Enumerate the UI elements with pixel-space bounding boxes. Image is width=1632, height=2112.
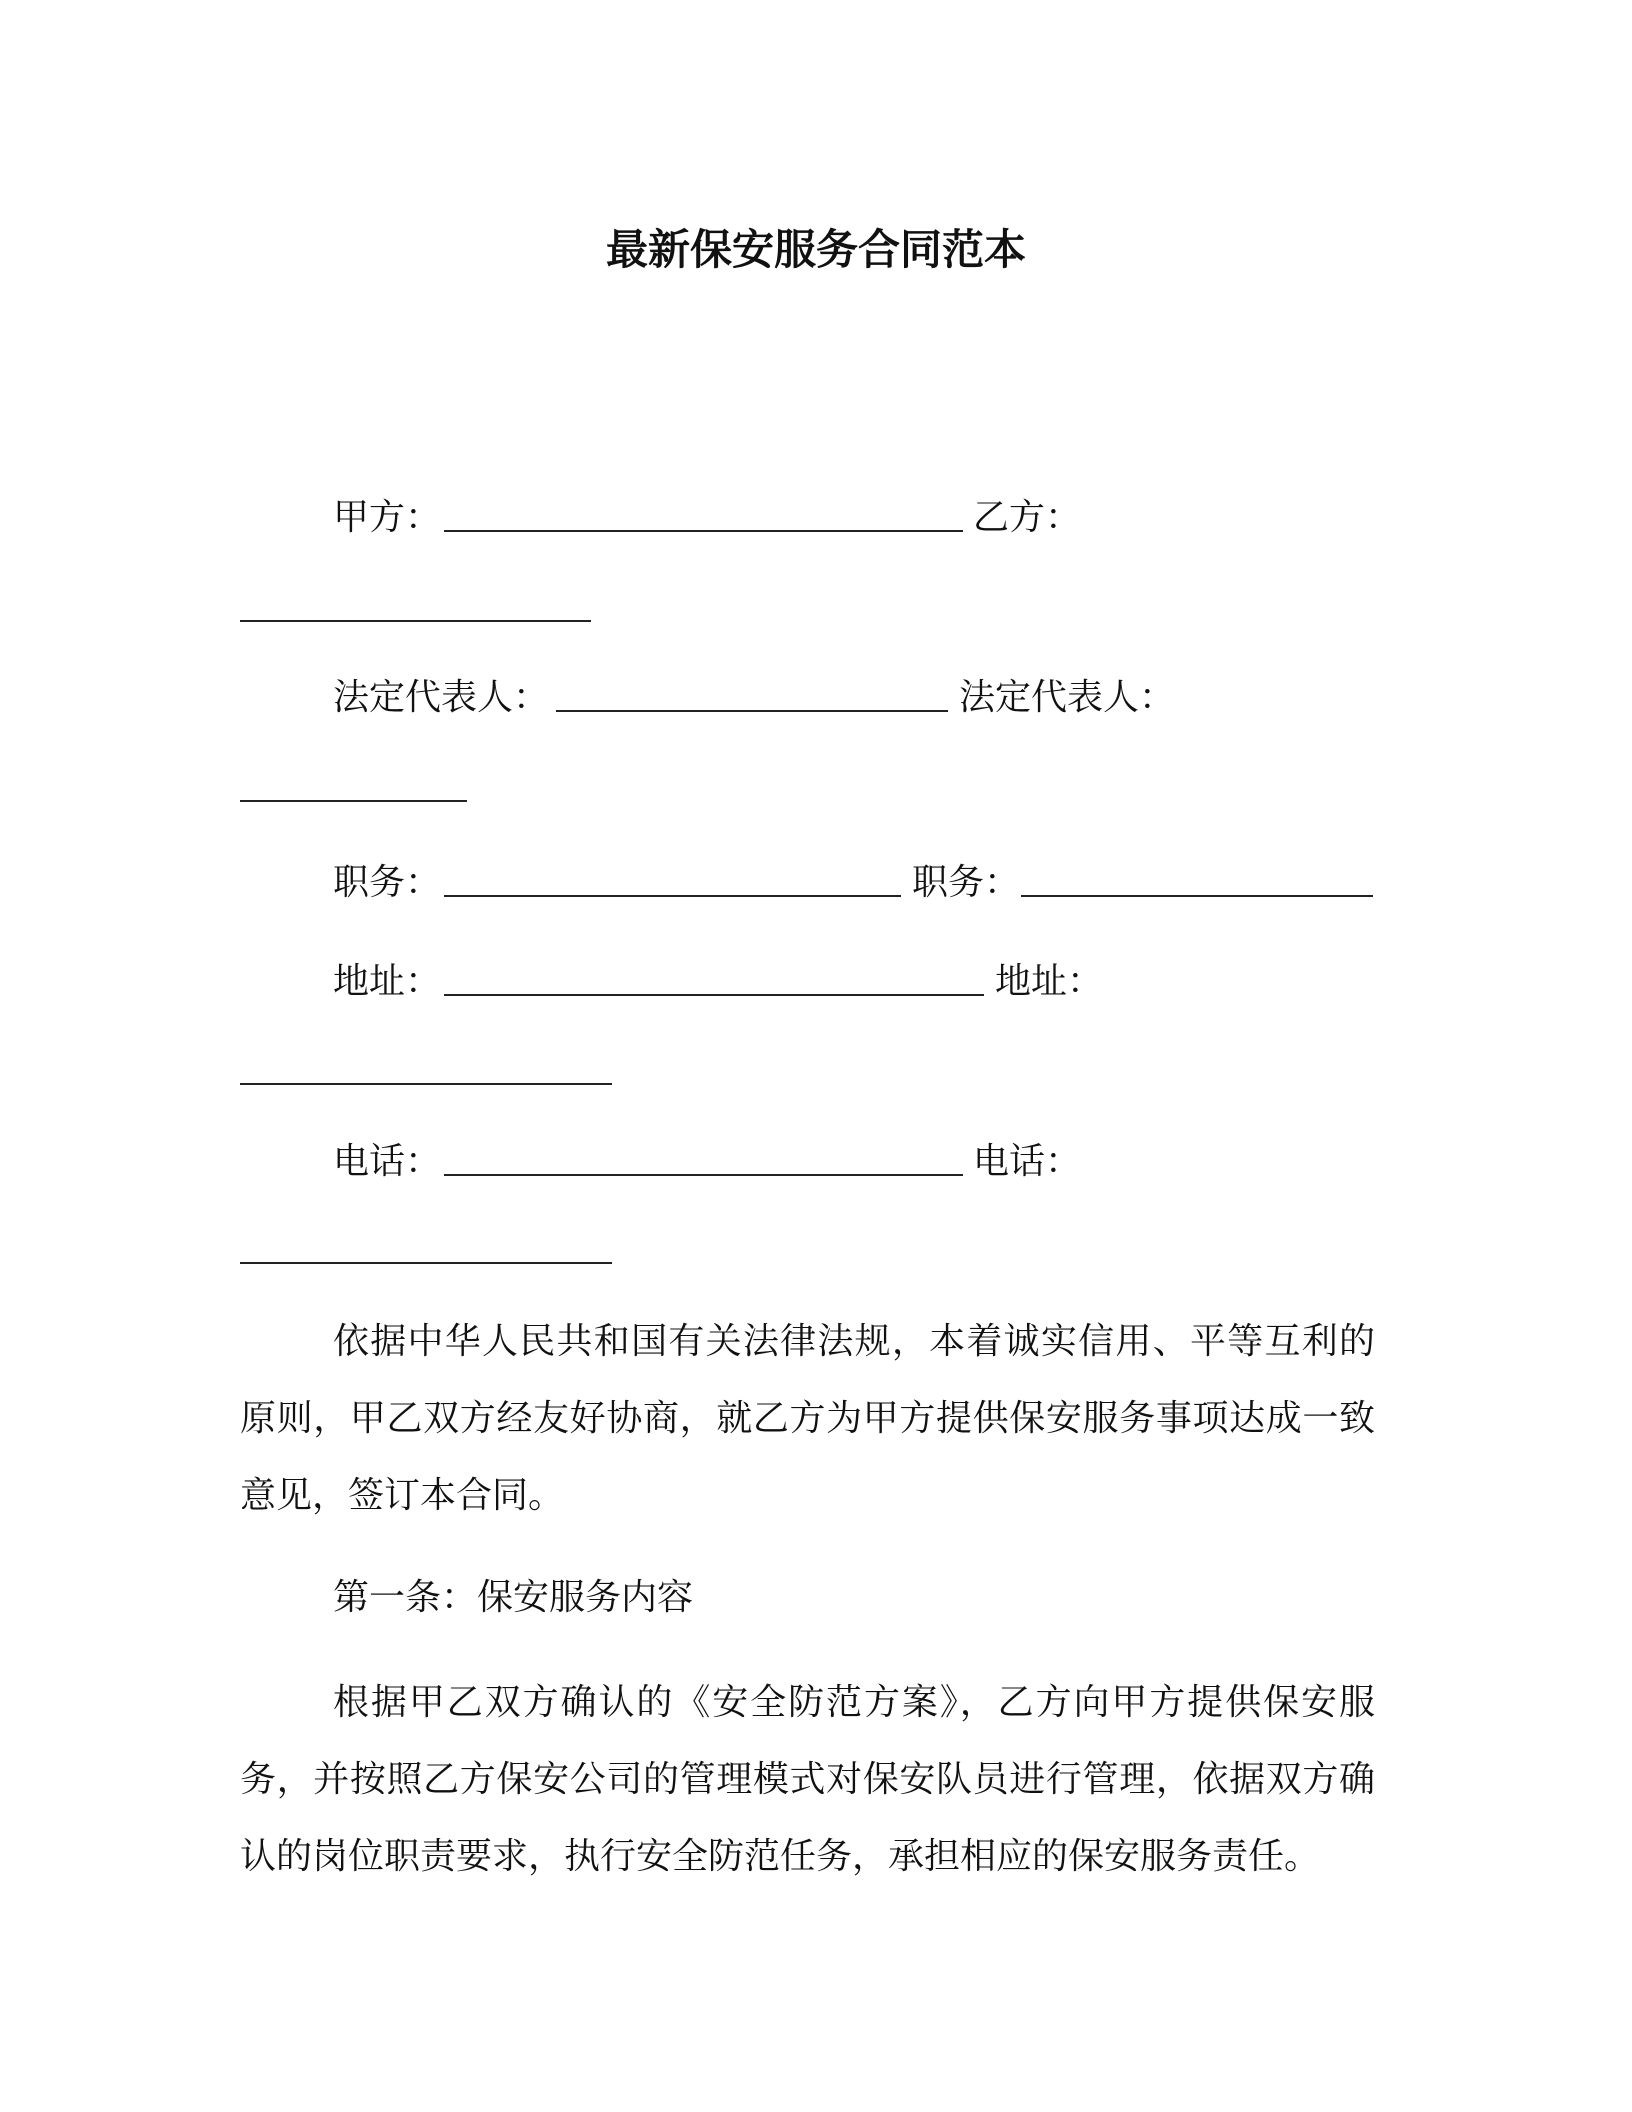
party-a-blank[interactable] [444, 530, 963, 532]
phone-b-blank[interactable] [240, 1262, 612, 1264]
legal-rep-b-label: 法定代表人： [959, 677, 1176, 718]
party-b-label: 乙方： [973, 497, 1082, 538]
party-b-blank[interactable] [240, 620, 591, 622]
address-b-blank[interactable] [240, 1083, 612, 1085]
position-a-label: 职务： [333, 862, 442, 903]
legal-rep-a-blank[interactable] [556, 710, 948, 712]
phone-b-label: 电话： [973, 1141, 1082, 1182]
address-a-label: 地址： [333, 961, 442, 1002]
document-title: 最新保安服务合同范本 [605, 225, 1026, 274]
article-1-body: 根据甲乙双方确认的《安全防范方案》，乙方向甲方提供保安服务，并按照乙方保安公司的管理模式对保安队员进行管理，依据双方确认的岗位职责要求，执行安全防范任务，承担相应的保安服务责任。 [240, 1682, 1375, 1877]
address-b-label: 地址： [995, 961, 1104, 1002]
party-a-label: 甲方： [333, 497, 442, 538]
position-b-blank[interactable] [1021, 895, 1373, 897]
position-b-label: 职务： [912, 862, 1021, 903]
legal-rep-b-blank[interactable] [240, 800, 467, 802]
phone-a-blank[interactable] [444, 1174, 963, 1176]
phone-a-label: 电话： [333, 1141, 442, 1182]
address-a-blank[interactable] [444, 994, 984, 996]
article-1-heading: 第一条：保安服务内容 [333, 1577, 694, 1618]
position-a-blank[interactable] [444, 895, 901, 897]
legal-rep-a-label: 法定代表人： [333, 677, 550, 718]
preamble-paragraph: 依据中华人民共和国有关法律法规，本着诚实信用、平等互利的原则，甲乙双方经友好协商，就乙方为甲方提供保安服务事项达成一致意见，签订本合同。 [240, 1321, 1375, 1516]
